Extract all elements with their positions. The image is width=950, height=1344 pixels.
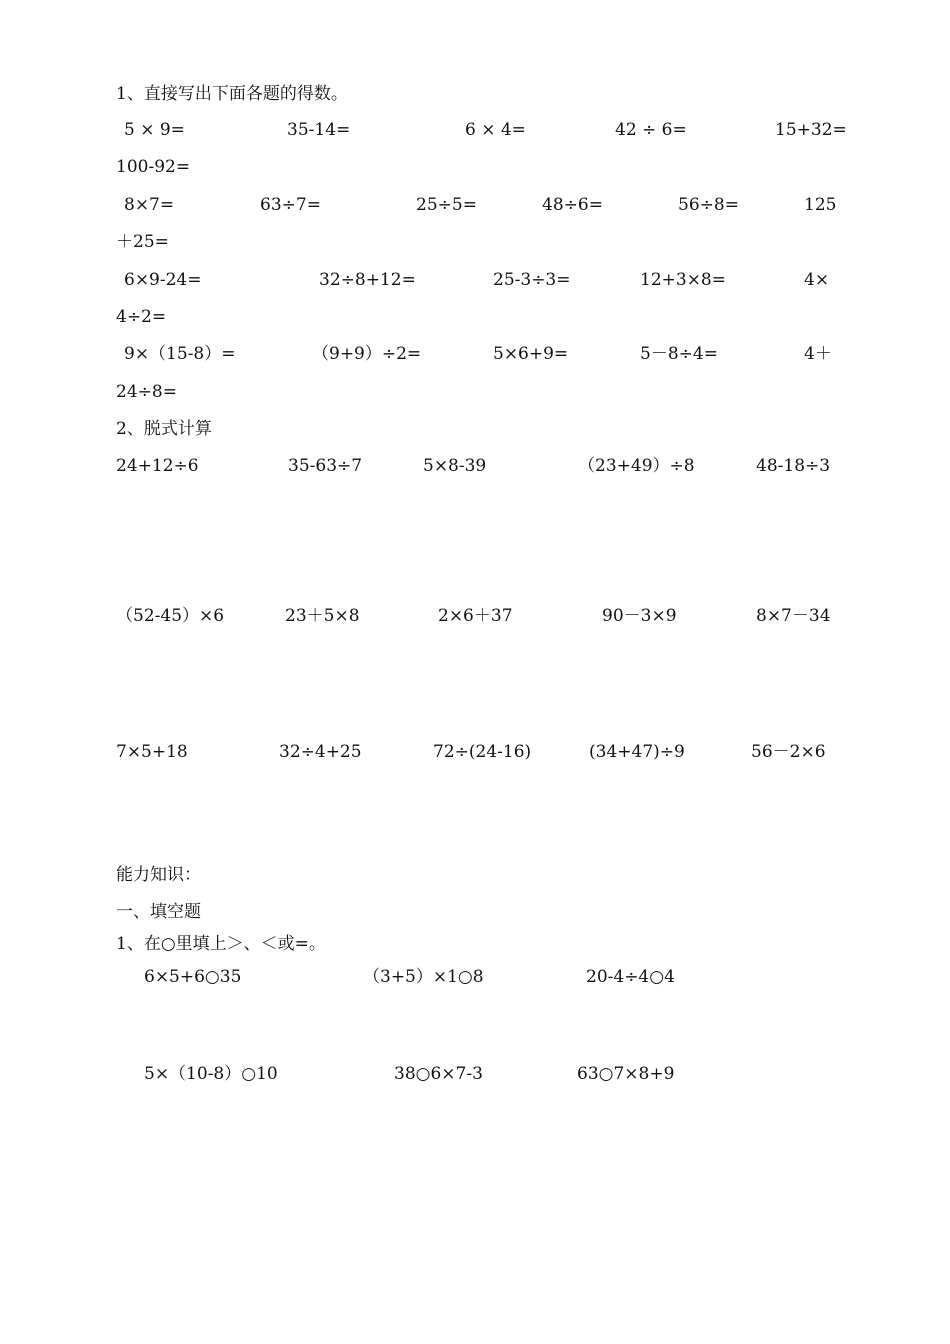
oral-item: 48÷6= <box>542 195 603 215</box>
step-calc-item: 32÷4+25 <box>279 742 362 762</box>
oral-item: 9×（15-8）= <box>124 344 236 364</box>
oral-item: 25÷5= <box>416 195 477 215</box>
oral-item: 15+32= <box>775 120 847 140</box>
step-calc-item: 56－2×6 <box>751 742 826 762</box>
oral-item: 125 <box>804 195 837 215</box>
step-calc-item: 48-18÷3 <box>756 456 831 476</box>
compare-item: 5×（10-8）○10 <box>144 1064 278 1084</box>
oral-item: 42 ÷ 6= <box>615 120 687 140</box>
step-calc-item: （52-45）×6 <box>116 606 225 626</box>
step-calc-item: （23+49）÷8 <box>578 456 695 476</box>
oral-item: 35-14= <box>287 120 351 140</box>
oral-item-wrap: 4÷2= <box>116 307 167 327</box>
step-calc-item: 5×8-39 <box>423 456 487 476</box>
step-calc-item: 35-63÷7 <box>288 456 363 476</box>
oral-item: 32÷8+12= <box>319 270 416 290</box>
step-calc-item: 8×7－34 <box>756 606 831 626</box>
section1-heading: 1、直接写出下面各题的得数。 <box>116 84 348 104</box>
compare-question-heading: 1、在○里填上＞、＜或=。 <box>116 934 326 954</box>
oral-item: （9+9）÷2= <box>312 344 422 364</box>
step-calc-item: 2×6＋37 <box>438 606 513 626</box>
oral-item: 4× <box>804 270 830 290</box>
step-calc-item: 7×5+18 <box>116 742 188 762</box>
oral-item: 4＋ <box>804 344 832 364</box>
compare-item: 63○7×8+9 <box>577 1064 675 1084</box>
oral-item: 56÷8= <box>678 195 739 215</box>
step-calc-item: 72÷(24-16) <box>433 742 532 762</box>
oral-item: 6 × 4= <box>465 120 526 140</box>
oral-item-wrap: ＋25= <box>116 232 169 252</box>
compare-item: 38○6×7-3 <box>394 1064 483 1084</box>
step-calc-item: 90－3×9 <box>602 606 677 626</box>
oral-item-wrap: 100-92= <box>116 157 191 177</box>
oral-item: 8×7= <box>124 195 175 215</box>
ability-heading: 能力知识： <box>116 865 201 885</box>
oral-item-wrap: 24÷8= <box>116 382 177 402</box>
oral-item: 6×9-24= <box>124 270 202 290</box>
oral-item: 5×6+9= <box>493 344 569 364</box>
fill-blank-heading: 一、填空题 <box>116 902 201 922</box>
step-calc-item: 24+12÷6 <box>116 456 199 476</box>
compare-item: 20-4÷4○4 <box>586 967 675 987</box>
oral-item: 25-3÷3= <box>493 270 571 290</box>
oral-item: 5－8÷4= <box>640 344 718 364</box>
compare-item: 6×5+6○35 <box>144 967 242 987</box>
oral-item: 63÷7= <box>260 195 321 215</box>
oral-item: 12+3×8= <box>640 270 726 290</box>
step-calc-item: 23＋5×8 <box>285 606 360 626</box>
step-calc-item: (34+47)÷9 <box>589 742 685 762</box>
section2-heading: 2、脱式计算 <box>116 419 212 439</box>
compare-item: （3+5）×1○8 <box>363 967 484 987</box>
oral-item: 5 × 9= <box>124 120 185 140</box>
